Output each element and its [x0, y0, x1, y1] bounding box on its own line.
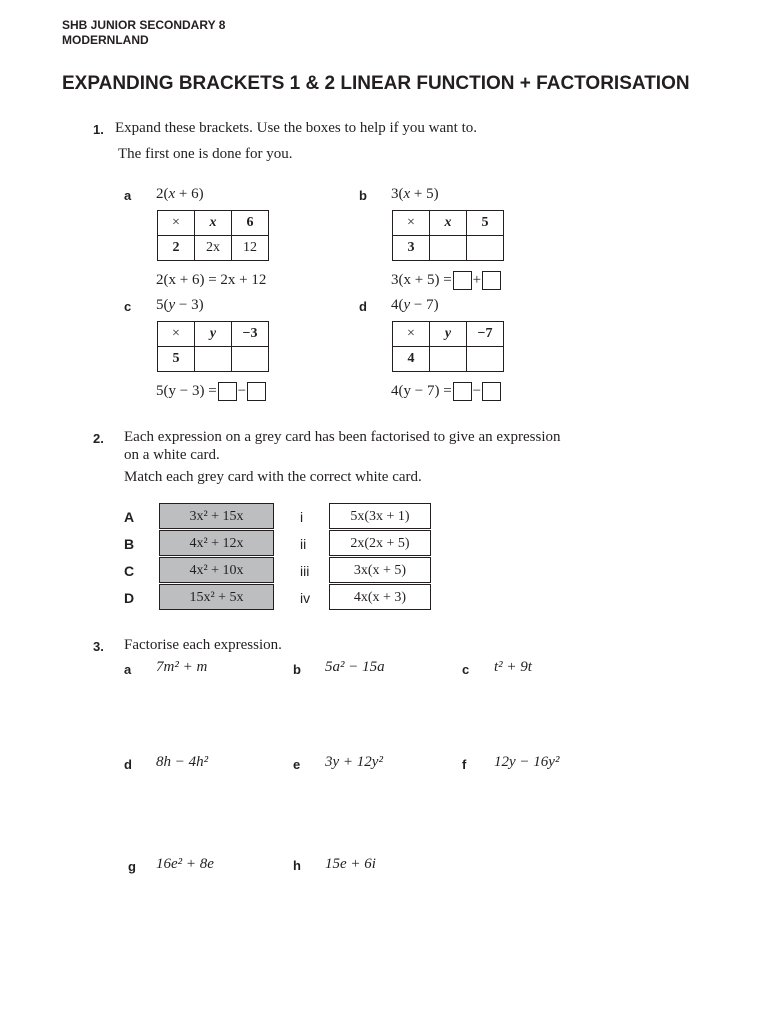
grid-col-header: −7	[467, 322, 504, 347]
q3b-label: b	[293, 662, 301, 677]
grid-times-symbol: ×	[158, 211, 195, 236]
white-card[interactable]: 5x(3x + 1)	[329, 503, 431, 529]
grid-col-header: 6	[232, 211, 269, 236]
q2-instruction-2: on a white card.	[124, 447, 220, 463]
white-card[interactable]: 4x(x + 3)	[329, 584, 431, 610]
white-card-label: iv	[300, 590, 311, 606]
grid-row-header: 4	[393, 347, 430, 372]
grey-card-label: A	[124, 509, 135, 525]
white-card-label: ii	[300, 536, 307, 552]
q3g-expression: 16e² + 8e	[156, 856, 214, 872]
q2-instruction-3: Match each grey card with the correct white card.	[124, 469, 422, 485]
grey-card[interactable]: 3x² + 15x	[159, 503, 274, 529]
q1a-label: a	[124, 188, 132, 203]
q3e-expression: 3y + 12y²	[325, 754, 383, 770]
q1c-expression: 5(y − 3)	[156, 297, 204, 313]
q1a-answer: 2(x + 6) = 2x + 12	[156, 272, 267, 288]
grey-card[interactable]: 4x² + 12x	[159, 530, 274, 556]
grid-times-symbol: ×	[158, 322, 195, 347]
grid-answer-cell[interactable]	[232, 347, 269, 372]
q2-number: 2.	[93, 431, 104, 446]
grid-times-symbol: ×	[393, 211, 430, 236]
q1b-expression: 3(x + 5)	[391, 186, 439, 202]
grid-answer-cell[interactable]	[467, 236, 504, 261]
grey-card-label: D	[124, 590, 135, 606]
q3h-expression: 15e + 6i	[325, 856, 376, 872]
q3-instruction: Factorise each expression.	[124, 637, 282, 653]
grid-col-header: 5	[467, 211, 504, 236]
answer-box[interactable]	[218, 382, 237, 401]
grey-card[interactable]: 4x² + 10x	[159, 557, 274, 583]
q1c-label: c	[124, 299, 132, 314]
grey-card-label: C	[124, 563, 135, 579]
q1-instruction-2: The first one is done for you.	[118, 146, 293, 162]
q3a-expression: 7m² + m	[156, 659, 208, 675]
q1c-answer: 5(y − 3) = −	[156, 382, 267, 401]
q1a-grid	[157, 210, 269, 261]
school-name-line2: MODERNLAND	[62, 33, 149, 47]
q3b-expression: 5a² − 15a	[325, 659, 385, 675]
grid-answer-cell[interactable]	[430, 236, 467, 261]
q3h-label: h	[293, 858, 301, 873]
q1b-answer: 3(x + 5) = +	[391, 271, 502, 290]
grid-row-header: 3	[393, 236, 430, 261]
q3d-label: d	[124, 757, 132, 772]
q3e-label: e	[293, 757, 301, 772]
grid-cell: 12	[232, 236, 269, 261]
answer-box[interactable]	[453, 271, 472, 290]
q1b-grid	[392, 210, 504, 261]
answer-box[interactable]	[453, 382, 472, 401]
answer-box[interactable]	[482, 271, 501, 290]
grey-card-label: B	[124, 536, 135, 552]
grid-answer-cell[interactable]	[195, 347, 232, 372]
q3d-expression: 8h − 4h²	[156, 754, 209, 770]
white-card-label: iii	[300, 563, 310, 579]
q1-instruction: Expand these brackets. Use the boxes to help if you want to.	[115, 120, 477, 136]
q1d-grid	[392, 321, 504, 372]
answer-box[interactable]	[247, 382, 266, 401]
answer-box[interactable]	[482, 382, 501, 401]
white-card[interactable]: 2x(2x + 5)	[329, 530, 431, 556]
q3a-label: a	[124, 662, 132, 677]
q1d-expression: 4(y − 7)	[391, 297, 439, 313]
q1b-label: b	[359, 188, 367, 203]
q2-instruction: Each expression on a grey card has been factorised to give an expression	[124, 429, 561, 445]
q1d-label: d	[359, 299, 367, 314]
q1c-grid	[157, 321, 269, 372]
grey-card[interactable]: 15x² + 5x	[159, 584, 274, 610]
page-title: EXPANDING BRACKETS 1 & 2 LINEAR FUNCTION + FACTORISATION	[62, 73, 690, 94]
grid-col-header: y	[430, 322, 467, 347]
q3c-label: c	[462, 662, 470, 677]
q3f-expression: 12y − 16y²	[494, 754, 560, 770]
q3c-expression: t² + 9t	[494, 659, 532, 675]
grid-cell: 2x	[195, 236, 232, 261]
grid-row-header: 2	[158, 236, 195, 261]
q1-number: 1.	[93, 122, 104, 137]
q3g-label: g	[128, 859, 136, 874]
q1d-answer: 4(y − 7) = −	[391, 382, 502, 401]
grid-answer-cell[interactable]	[430, 347, 467, 372]
q3-number: 3.	[93, 639, 104, 654]
grid-row-header: 5	[158, 347, 195, 372]
grid-answer-cell[interactable]	[467, 347, 504, 372]
grid-col-header: −3	[232, 322, 269, 347]
white-card[interactable]: 3x(x + 5)	[329, 557, 431, 583]
grid-col-header: y	[195, 322, 232, 347]
q1a-expression: 2(x + 6)	[156, 186, 204, 202]
grid-col-header: x	[195, 211, 232, 236]
q3f-label: f	[462, 757, 467, 772]
grid-col-header: x	[430, 211, 467, 236]
school-name-line1: SHB JUNIOR SECONDARY 8	[62, 18, 226, 32]
grid-times-symbol: ×	[393, 322, 430, 347]
white-card-label: i	[300, 509, 304, 525]
